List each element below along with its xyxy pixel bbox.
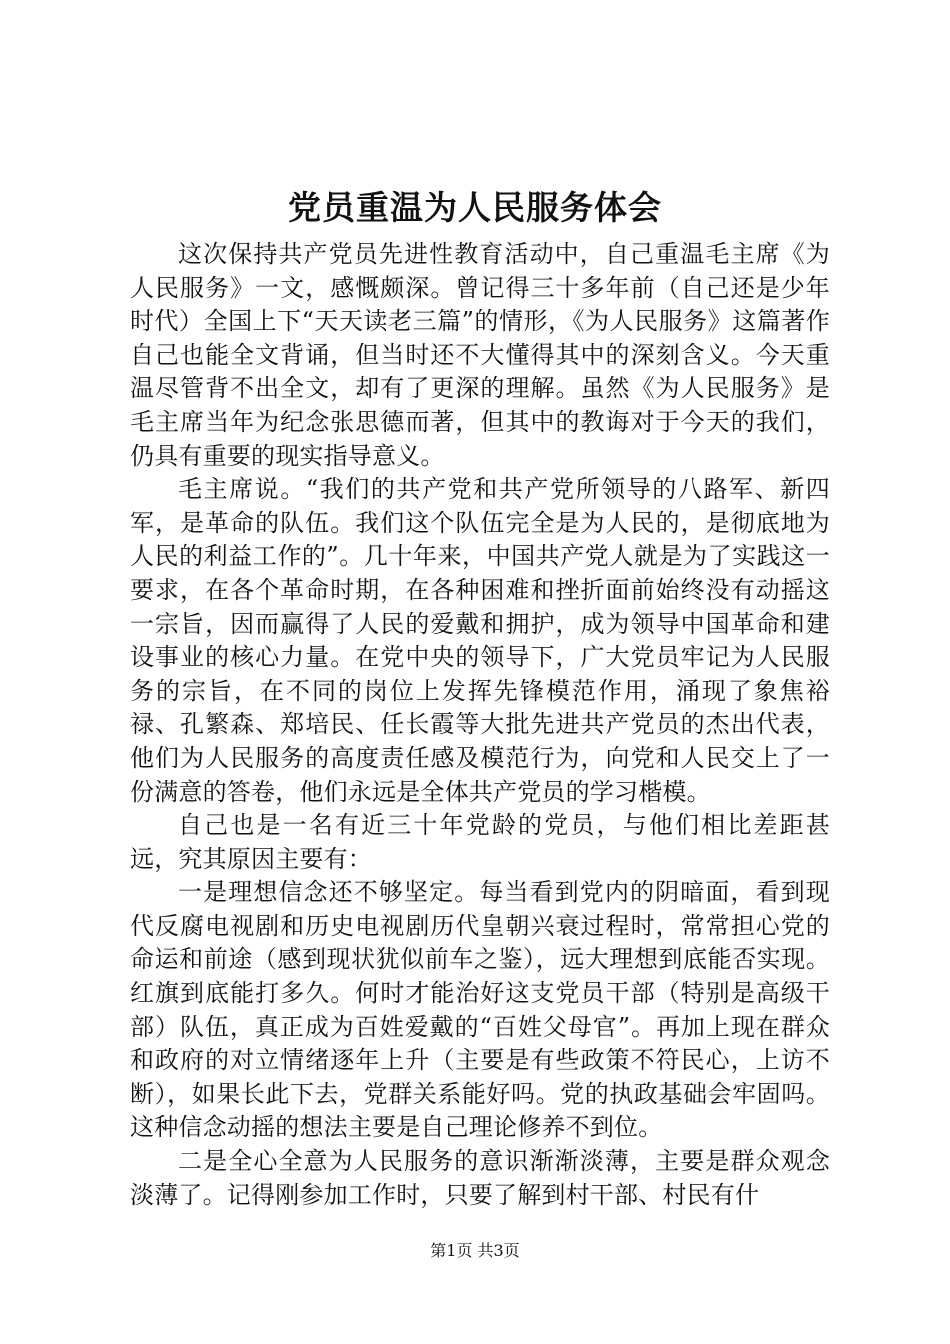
paragraph-1: 这次保持共产党员先进性教育活动中，自己重温毛主席《为人民服务》一文，感慨颇深。曾记得三十多年前（自己还是少年时代）全国上下“天天读老三篇”的情形，《为人民服务》这篇著作自己也能全文背诵，但当时还不大懂得其中的深刻含义。今天重温尽管背不出全文，却有了更深的理解。虽然《为人民服务》是毛主席当年为纪念张思德而著，但其中的教诲对于今天的我们，仍具有重要的现实指导意义。 <box>130 240 830 470</box>
paragraph-3: 自己也是一名有近三十年党龄的党员，与他们相比差距甚远，究其原因主要有： <box>130 811 830 873</box>
document-body <box>130 238 830 1212</box>
paragraph-2: 毛主席说。“我们的共产党和共产党所领导的八路军、新四军，是革命的队伍。我们这个队伍完全是为人民的，是彻底地为人民的利益工作的”。几十年来，中国共产党人就是为了实践这一要求，在各个革命时期，在各种困难和挫折面前始终没有动摇这一宗旨，因而赢得了人民的爱戴和拥护，成为领导中国革命和建设事业的核心力量。在党中央的领导下，广大党员牢记为人民服务的宗旨，在不同的岗位上发挥先锋模范作用，涌现了象焦裕禄、孔繁森、郑培民、任长霞等大批先进共产党员的杰出代表，他们为人民服务的高度责任感及模范行为，向党和人民交上了一份满意的答卷，他们永远是全体共产党员的学习楷模。 <box>130 475 830 806</box>
paragraph-4: 一是理想信念还不够坚定。每当看到党内的阴暗面，看到现代反腐电视剧和历史电视剧历代皇朝兴衰过程时，常常担心党的命运和前途（感到现状犹似前车之鉴），远大理想到底能否实现。红旗到底能打多久。何时才能治好这支党员干部（特别是高级干部）队伍，真正成为百姓爱戴的“百姓父母官”。再加上现在群众和政府的对立情绪逐年上升（主要是有些政策不符民心，上访不断），如果长此下去，党群关系能好吗。党的执政基础会牢固吗。这种信念动摇的想法主要是自己理论修养不到位。 <box>130 878 830 1142</box>
paragraph-5: 二是全心全意为人民服务的意识渐渐淡薄，主要是群众观念淡薄了。记得刚参加工作时，只要了解到村干部、村民有什 <box>130 1147 830 1209</box>
document-title: 党员重温为人民服务体会 <box>288 188 662 227</box>
page-number-footer: 第1页 共3页 <box>430 1241 520 1260</box>
